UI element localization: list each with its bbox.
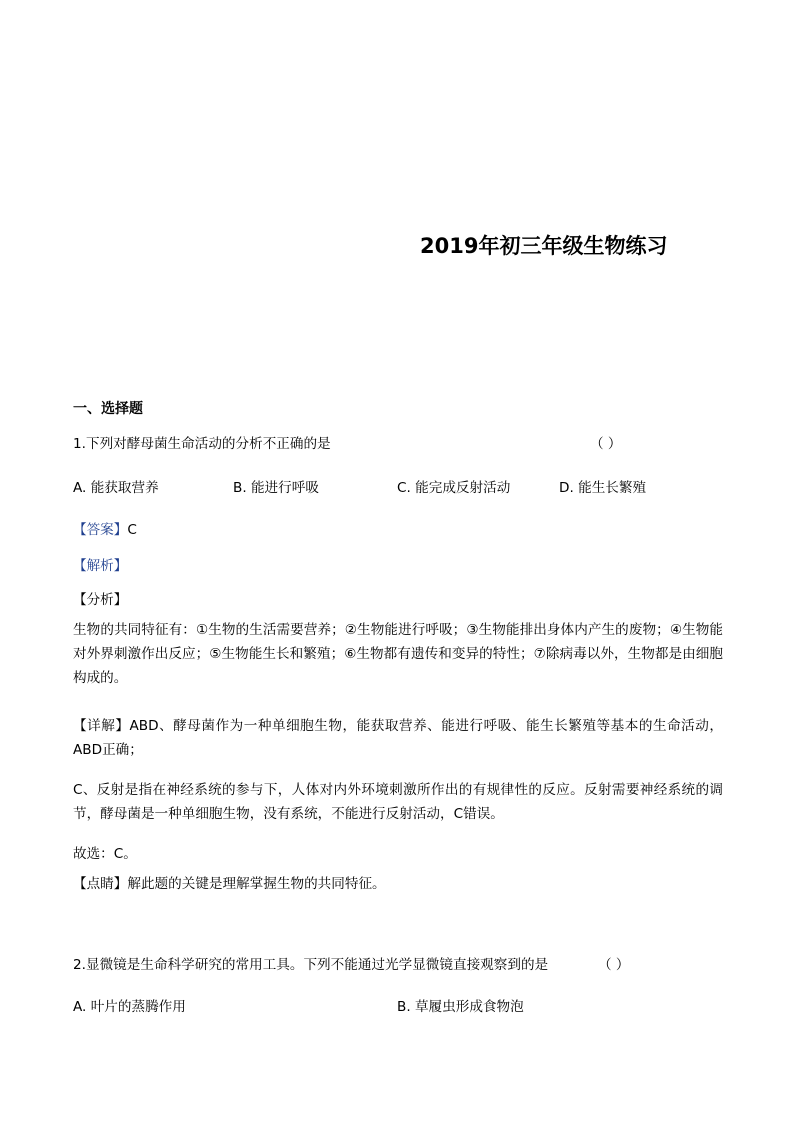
answer-value: C xyxy=(127,522,137,538)
page-title: 2019年初三年级生物练习 xyxy=(420,234,668,258)
xiangjie-text-2: C、反射是指在神经系统的参与下，人体对内外环境刺激所作出的有规律性的反应。反射需要神经系统的调节，酵母菌是一种单细胞生物，没有系统，不能进行反射活动，C错误。 xyxy=(73,782,723,822)
question-1-option-c: C. 能完成反射活动 xyxy=(397,480,511,496)
xiangjie-paragraph-1 xyxy=(73,714,723,762)
question-1-stem: 1.下列对酵母菌生命活动的分析不正确的是 xyxy=(73,436,331,452)
choice-line: 故选：C。 xyxy=(73,846,137,862)
analysis-tag: 【解析】 xyxy=(73,558,128,574)
answer-tag: 【答案】 xyxy=(73,522,128,538)
section-heading: 一、选择题 xyxy=(73,401,143,417)
dianjing-text: 解此题的关键是理解掌握生物的共同特征。 xyxy=(127,876,386,892)
xiangjie-tag: 【详解】 xyxy=(73,718,130,734)
answer-line xyxy=(73,520,137,540)
question-1-bracket: （ ） xyxy=(590,436,622,452)
question-2-option-a: A. 叶片的蒸腾作用 xyxy=(73,999,186,1015)
xiangjie-text-1: ABD、酵母菌作为一种单细胞生物，能获取营养、能进行呼吸、能生长繁殖等基本的生命活动，ABD正确； xyxy=(73,718,724,758)
dianjing-tag: 【点睛】 xyxy=(73,876,128,892)
fenxi-tag: 【分析】 xyxy=(73,592,128,608)
question-1-option-a: A. 能获取营养 xyxy=(73,480,159,496)
question-2-bracket: （ ） xyxy=(598,957,630,973)
question-2-stem: 2.显微镜是生命科学研究的常用工具。下列不能通过光学显微镜直接观察到的是 xyxy=(73,957,549,973)
dianjing-line xyxy=(73,874,386,894)
question-2-option-b: B. 草履虫形成食物泡 xyxy=(397,999,524,1015)
fenxi-text: 生物的共同特征有：①生物的生活需要营养；②生物能进行呼吸；③生物能排出身体内产生的废物；④生物能对外界刺激作出反应；⑤生物能生长和繁殖；⑥生物都有遗传和变异的特性；⑦除病毒以外，生物都是由细胞构成的。 xyxy=(73,622,723,686)
question-1-option-b: B. 能进行呼吸 xyxy=(233,480,319,496)
question-1-option-d: D. 能生长繁殖 xyxy=(559,480,647,496)
